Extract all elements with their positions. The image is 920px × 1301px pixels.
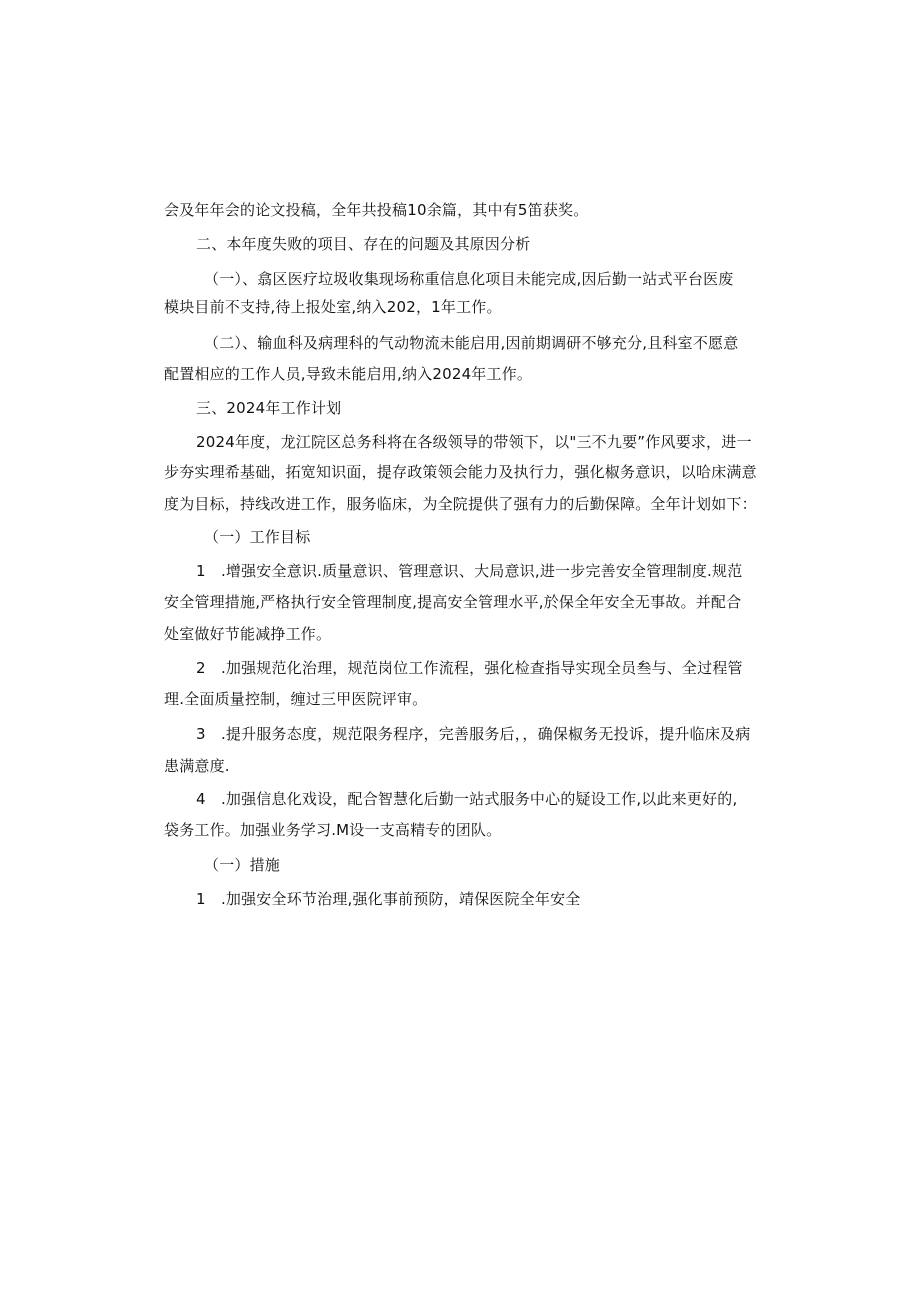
subsection-heading: （一）工作目标 [204, 528, 311, 546]
text-line: 4 .加强信息化戏设，配合智慧化后勤一站式服务中心的疑设工作,以此来更好的, [196, 790, 738, 808]
text-line: 患满意度. [164, 757, 230, 775]
text-line: 袋务工作。加强业务学习.M设一支高精专的团队。 [164, 821, 502, 839]
text-line: 1 .增强安全意识.质量意识、管理意识、大局意识,进一步完善安全管理制度.规范 [196, 562, 743, 580]
text-line: 安全管理措施,严格执行安全管理制度,提高安全管理水平,於保全年安全无事故。并配合 [164, 593, 742, 611]
text-line: 2 .加强规范化治理，规范岗位工作流程，强化检查指导实现全员叁与、全过程管 [196, 659, 743, 677]
text-line: （一）、翕区医疗垃圾收集现场称重信息化项目未能完成,因后勤一站式平台医废 [204, 270, 734, 288]
text-line: 度为目标，持线改进工作，服务临床，为全院提供了强有力的后勤保障。全年计划如下： [164, 495, 757, 513]
text-line: 模块目前不支持,待上报处室,纳入202，1年工作。 [164, 298, 502, 316]
section-heading: 三、2024年工作计划 [196, 399, 342, 417]
text-line: 会及年年会的论文投稿，全年共投稿10余篇，其中有5笛获奖。 [164, 201, 589, 219]
text-line: （二）、输血科及病理科的气动物流未能启用,因前期调研不够充分,且科室不愿意 [204, 334, 739, 352]
text-line: 3 .提升服务态度，规范限务程序，完善服务后，，确保椒务无投诉，提升临床及病 [196, 725, 751, 743]
text-line: 步夯实理希基础，拓宽知识面，提存政策领会能力及执行力，强化椒务意识，以哈床满意 [164, 463, 757, 481]
text-line: 2024年度，龙江院区总务科将在各级领导的带领下，以"三不九要”作风要求，进一 [196, 433, 752, 451]
text-line: 1 .加强安全环节治理,强化事前预防，靖保医院全年安全 [196, 890, 581, 908]
text-line: 配置相应的工作人员,导致未能启用,纳入2024年工作。 [164, 365, 533, 383]
text-line: 处室做好节能减挣工作。 [164, 625, 332, 643]
subsection-heading: （一）措施 [204, 856, 281, 874]
text-line: 理.全面质量控制，缠过三甲医院评审。 [164, 690, 428, 708]
section-heading: 二、本年度失败的项目、存在的问题及其原因分析 [196, 235, 531, 253]
